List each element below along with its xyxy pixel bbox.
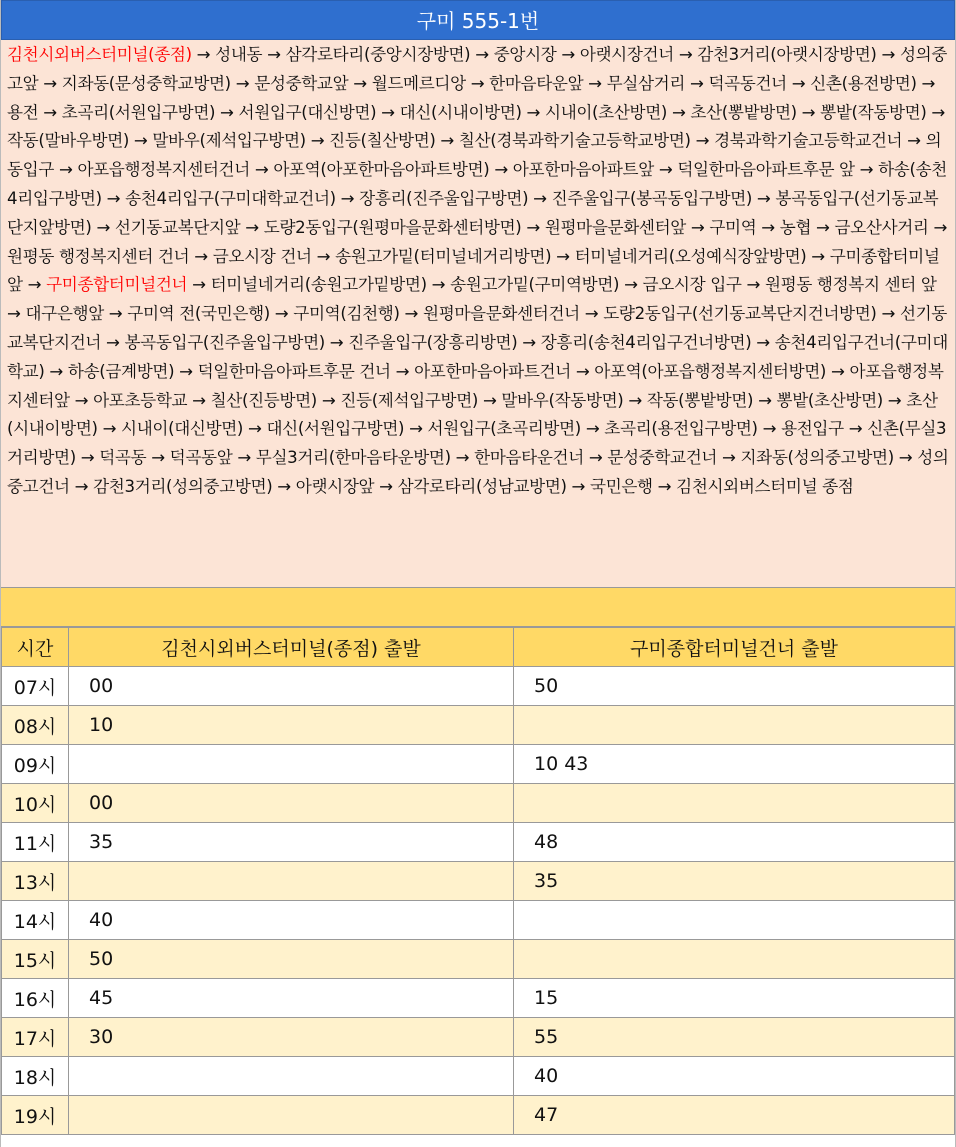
header-from-gumi: 구미종합터미널건너 출발 xyxy=(514,628,955,667)
timetable-header-row xyxy=(2,628,955,667)
cell-from-gumi xyxy=(514,940,955,979)
cell-hour: 19시 xyxy=(2,1096,69,1135)
cell-from-gimcheon xyxy=(69,745,514,784)
table-row xyxy=(2,784,955,823)
table-row xyxy=(2,745,955,784)
table-row xyxy=(2,979,955,1018)
cell-from-gumi: 40 xyxy=(514,1057,955,1096)
cell-hour: 17시 xyxy=(2,1018,69,1057)
table-row xyxy=(2,706,955,745)
cell-hour: 16시 xyxy=(2,979,69,1018)
cell-from-gumi xyxy=(514,901,955,940)
cell-from-gumi: 50 xyxy=(514,667,955,706)
header-hour: 시간 xyxy=(2,628,69,667)
cell-hour: 09시 xyxy=(2,745,69,784)
header-from-gimcheon: 김천시외버스터미널(종점) 출발 xyxy=(69,628,514,667)
cell-from-gimcheon: 30 xyxy=(69,1018,514,1057)
timetable-body xyxy=(2,667,955,1135)
cell-hour: 14시 xyxy=(2,901,69,940)
cell-hour: 07시 xyxy=(2,667,69,706)
cell-from-gimcheon: 00 xyxy=(69,784,514,823)
route-origin: 김천시외버스터미널(종점) xyxy=(7,45,192,64)
cell-from-gimcheon: 00 xyxy=(69,667,514,706)
cell-from-gumi: 15 xyxy=(514,979,955,1018)
table-row xyxy=(2,901,955,940)
cell-from-gumi: 55 xyxy=(514,1018,955,1057)
cell-from-gumi xyxy=(514,706,955,745)
cell-from-gimcheon xyxy=(69,862,514,901)
route-description xyxy=(1,40,955,588)
table-row xyxy=(2,862,955,901)
cell-from-gumi: 10 43 xyxy=(514,745,955,784)
cell-from-gimcheon xyxy=(69,1096,514,1135)
table-row xyxy=(2,667,955,706)
route-segment-outbound: → 성내동 → 삼각로타리(중앙시장방면) → 중앙시장 → 아랫시장건너 → 감천3거리(아랫시장방면) → 성의중고앞 → 지좌동(문성중학교방면) → 문성중학교앞 → 월드메르디앙 → 한마음타운앞 → 무실삼거리 → 덕곡동건너 → 신촌(용전방면) → 용전 → 초곡리(서원입구방면) → 서원입구(대신방면) → 대신(시내이방면) → 시내이(초산방면) → 초산(뽕밭방면) → 뽕밭(작동방면) → 작동(말바우방면) → 말바우(제석입구방면) → 진등(칠산방면) → 칠산(경북과학기술고등학교방면) → 경북과학기술고등학교건너 → 의동입구 → 아포읍행정복지센터건너 → 아포역(아포한마음아파트방면) → 아포한마음아파트앞 → 덕일한마음아파트후문 앞 → 하송(송천4리입구방면) → 송천4리입구(구미대학교건너) → 장흥리(진주울입구방면) → 진주울입구(봉곡동입구방면) → 봉곡동입구(선기동교복단지앞방면) → 선기동교복단지앞 → 도량2동입구(원평마을문화센터방면) → 원평마을문화센터앞 → 구미역 → 농협 → 금오산사거리 → 원평동 행정복지센터 건너 → 금오시장 건너 → 송원고가밑(터미널네거리방면) → 터미널네거리(오성예식장앞방면) → 구미종합터미널앞 → xyxy=(7,45,948,295)
table-row xyxy=(2,1096,955,1135)
cell-hour: 11시 xyxy=(2,823,69,862)
table-row xyxy=(2,940,955,979)
cell-from-gimcheon: 35 xyxy=(69,823,514,862)
cell-hour: 10시 xyxy=(2,784,69,823)
cell-hour: 08시 xyxy=(2,706,69,745)
section-divider xyxy=(1,588,955,627)
cell-from-gumi: 48 xyxy=(514,823,955,862)
cell-hour: 15시 xyxy=(2,940,69,979)
cell-hour: 13시 xyxy=(2,862,69,901)
table-row xyxy=(2,1057,955,1096)
table-row xyxy=(2,823,955,862)
cell-from-gimcheon xyxy=(69,1057,514,1096)
cell-from-gimcheon: 10 xyxy=(69,706,514,745)
cell-from-gimcheon: 40 xyxy=(69,901,514,940)
route-title: 구미 555-1번 xyxy=(1,0,955,40)
cell-from-gimcheon: 50 xyxy=(69,940,514,979)
cell-hour: 18시 xyxy=(2,1057,69,1096)
cell-from-gumi xyxy=(514,784,955,823)
cell-from-gumi: 35 xyxy=(514,862,955,901)
cell-from-gumi: 47 xyxy=(514,1096,955,1135)
table-row xyxy=(2,1018,955,1057)
cell-from-gimcheon: 45 xyxy=(69,979,514,1018)
route-segment-return: → 터미널네거리(송원고가밑방면) → 송원고가밑(구미역방면) → 금오시장 입구 → 원평동 행정복지 센터 앞 → 대구은행앞 → 구미역 전(국민은행) → 구미역(김천행) → 원평마을문화센터건너 → 도량2동입구(선기동교복단지건너방면) → 선기동교복단지건너 → 봉곡동입구(진주울입구방면) → 진주울입구(장흥리방면) → 장흥리(송천4리입구건너방면) → 송천4리입구건너(구미대학교) → 하송(금계방면) → 덕일한마음아파트후문 건너 → 아포한마음아파트건너 → 아포역(아포읍행정복지센터방면) → 아포읍행정복지센터앞 → 아포초등학교 → 칠산(진등방면) → 진등(제석입구방면) → 말바우(작동방면) → 작동(뽕밭방면) → 뽕밭(초산방면) → 초산(시내이방면) → 시내이(대신방면) → 대신(서원입구방면) → 서원입구(초곡리방면) → 초곡리(용전입구방면) → 용전입구 → 신촌(무실3거리방면) → 덕곡동 → 덕곡동앞 → 무실3거리(한마음타운방면) → 한마음타운건너 → 문성중학교건너 → 지좌동(성의중고방면) → 성의중고건너 → 감천3거리(성의중고방면) → 아랫시장앞 → 삼각로타리(성남교방면) → 국민은행 → 김천시외버스터미널 종점 xyxy=(7,275,949,496)
timetable xyxy=(1,627,955,1135)
route-turnaround: 구미종합터미널건너 xyxy=(46,275,188,295)
